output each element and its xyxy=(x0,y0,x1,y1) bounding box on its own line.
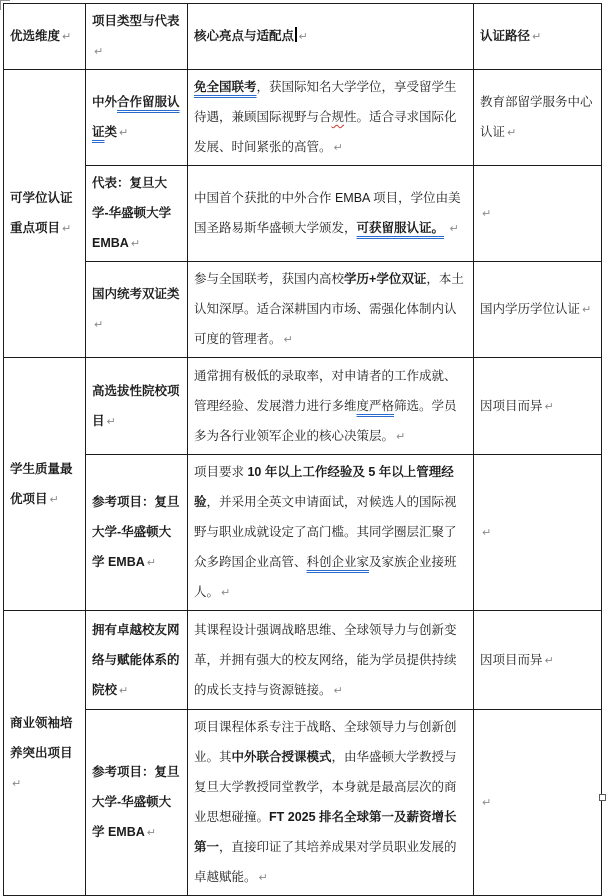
paragraph-mark-icon: ↵ xyxy=(544,654,554,667)
text-run: ，并采用全英文申请面试，对候选人的国际视野与职业成就设定了高门槛。其同学圈层汇聚了众多跨国企业高管、 xyxy=(194,495,457,569)
cell-cert-domestic[interactable] xyxy=(474,262,602,358)
text-run: 优选维度 xyxy=(10,29,61,43)
text-run: 项目要求 xyxy=(194,465,248,479)
text-run: FT 2025 排名全球第一及薪资增长第一 xyxy=(194,810,457,854)
paragraph-mark-icon: ↵ xyxy=(507,127,517,139)
table-row xyxy=(4,611,602,710)
table-row xyxy=(4,455,602,611)
paragraph-mark-icon: ↵ xyxy=(146,557,156,569)
table-row xyxy=(4,166,602,262)
header-cell-type[interactable] xyxy=(86,4,188,70)
paragraph-mark-icon: ↵ xyxy=(62,223,72,235)
text-run: 通常拥有极低的录取率，对申请者的工作成就、管理经验、发展潜力进行多维 xyxy=(194,368,457,413)
text-run: 参与全国联考，获国内高校 xyxy=(194,272,345,286)
text-run: 其课程设计强调战略思维、全球领导力与创新变革，并拥有强大的校友网络，能为学员提供持续的成长支持与资源链接。 xyxy=(194,622,457,697)
cell-cert-empty-1[interactable] xyxy=(474,166,602,262)
paragraph-mark-icon: ↵ xyxy=(482,797,492,809)
paragraph-mark-icon: ↵ xyxy=(582,304,592,316)
text-run xyxy=(444,221,447,235)
cell-type-domestic-exam[interactable] xyxy=(86,262,188,358)
cell-highlight-experience-bar[interactable] xyxy=(188,455,474,611)
paragraph-mark-icon: ↵ xyxy=(146,827,156,839)
cell-cert-moe-service-center[interactable] xyxy=(474,70,602,166)
paragraph-mark-icon: ↵ xyxy=(106,415,116,428)
paragraph-mark-icon: ↵ xyxy=(532,31,542,43)
text-run: 代表：复旦大学-华盛顿大学 EMBA xyxy=(92,176,172,250)
text-run: 商业领袖培养突出项目 xyxy=(10,715,73,760)
text-run: 科创企业家 xyxy=(306,555,370,569)
paragraph-mark-icon: ↵ xyxy=(62,31,72,43)
text-run: ，直接印证了其培养成果对学员职业发展的卓越赋能。 xyxy=(194,840,457,884)
cell-highlight-domestic-exam[interactable] xyxy=(188,262,474,358)
text-run: 类 xyxy=(104,125,118,139)
text-run: 项目类型与代表 xyxy=(92,14,180,28)
paragraph-mark-icon: ↵ xyxy=(119,127,129,139)
text-run: 性。适合寻求国际化发展、时间紧张的高管。 xyxy=(194,110,457,154)
text-run: 10 年以上工作经验及 5 年以上管理经验 xyxy=(194,465,454,509)
cell-cert-empty-3[interactable] xyxy=(474,710,602,896)
paragraph-mark-icon: ↵ xyxy=(283,334,293,346)
table-row xyxy=(4,70,602,166)
text-run: 中国首个获批的中外合作 EMBA 项目，学位由美国圣路易斯华盛顿大学颁发， xyxy=(194,191,461,235)
word-table-body xyxy=(4,4,602,896)
cell-type-sino-foreign[interactable] xyxy=(86,70,188,166)
cell-highlight-curriculum[interactable] xyxy=(188,710,474,896)
text-run: 筛选。学员多为各行业领军企业的核心决策层。 xyxy=(194,398,457,443)
paragraph-mark-icon: ↵ xyxy=(94,319,104,331)
header-cell-highlights[interactable] xyxy=(188,4,474,70)
paragraph-mark-icon: ↵ xyxy=(221,587,231,599)
text-run: 参考项目：复旦大学-华盛顿大学 EMBA xyxy=(92,495,180,569)
cell-dimension-degree-cert[interactable] xyxy=(4,70,86,358)
table-row xyxy=(4,358,602,455)
text-run: 度严格 xyxy=(356,398,395,413)
text-run: 高选拔性院校项目 xyxy=(92,383,180,428)
table-header-row xyxy=(4,4,602,70)
cell-highlight-sino-foreign[interactable] xyxy=(188,70,474,166)
text-run: 教育部留学服务中心认证 xyxy=(480,95,593,139)
text-run: 学历+学位双证 xyxy=(344,272,427,286)
cell-dimension-business-leader[interactable] xyxy=(4,611,86,896)
cell-type-fudan-wustl-ref-1[interactable] xyxy=(86,455,188,611)
cell-type-alumni-network[interactable] xyxy=(86,611,188,710)
cell-dimension-student-quality[interactable] xyxy=(4,358,86,611)
cell-highlight-alumni-network[interactable] xyxy=(188,611,474,710)
text-run: 中外联合授课模式 xyxy=(231,750,332,764)
text-run: 认证路径 xyxy=(480,29,531,43)
paragraph-mark-icon: ↵ xyxy=(333,142,343,154)
paragraph-mark-icon: ↵ xyxy=(482,527,492,539)
cell-cert-varies-2[interactable] xyxy=(474,611,602,710)
text-run: 项目课程体系专注于战略、全球领导力与创新创业。其 xyxy=(194,720,457,764)
text-run: ，获国际知名大学学位，享受留学生待遇，兼顾国际视野与合 xyxy=(194,80,457,124)
paragraph-mark-icon: ↵ xyxy=(544,400,554,413)
cell-type-fudan-wustl-rep[interactable] xyxy=(86,166,188,262)
text-run: 拥有卓越校友网络与赋能体系的院校 xyxy=(92,622,180,697)
paragraph-mark-icon: ↵ xyxy=(449,223,459,235)
text-run: 及家族企业接班人。 xyxy=(194,555,457,599)
paragraph-mark-icon: ↵ xyxy=(482,208,492,220)
text-cursor xyxy=(295,27,297,42)
paragraph-mark-icon: ↵ xyxy=(333,684,343,697)
text-run: 合作留服认证 xyxy=(92,95,180,139)
cell-type-fudan-wustl-ref-2[interactable] xyxy=(86,710,188,896)
text-run: 国内学历学位认证 xyxy=(480,302,581,316)
paragraph-mark-icon: ↵ xyxy=(12,777,22,790)
paragraph-mark-icon: ↵ xyxy=(298,31,308,43)
paragraph-mark-icon: ↵ xyxy=(258,872,268,884)
text-run: 因项目而异 xyxy=(480,652,543,667)
cell-highlight-selective[interactable] xyxy=(188,358,474,455)
text-run: 中外 xyxy=(92,95,118,109)
cell-highlight-fudan-wustl[interactable] xyxy=(188,166,474,262)
text-run: 参考项目：复旦大学-华盛顿大学 EMBA xyxy=(92,765,180,839)
text-run: 可获留服认证。 xyxy=(356,221,445,235)
table-row xyxy=(4,262,602,358)
paragraph-mark-icon: ↵ xyxy=(130,238,141,250)
text-run: 国内统考双证类 xyxy=(92,287,180,301)
paragraph-mark-icon: ↵ xyxy=(49,493,59,506)
text-run: 因项目而异 xyxy=(480,398,543,413)
text-run: 核心亮点与适配点 xyxy=(194,29,295,43)
cell-cert-varies-1[interactable] xyxy=(474,358,602,455)
table-resize-handle[interactable] xyxy=(599,794,606,801)
text-run: 可学位认证重点项目 xyxy=(10,191,73,235)
text-run: 免全国联考 xyxy=(194,80,257,94)
paragraph-mark-icon: ↵ xyxy=(94,46,104,58)
word-table xyxy=(3,3,602,896)
text-run: ，本土认知深厚。适合深耕国内市场、需强化体制内认可度的管理者。 xyxy=(194,272,464,346)
paragraph-mark-icon: ↵ xyxy=(396,430,406,443)
paragraph-mark-icon: ↵ xyxy=(119,684,129,697)
header-cell-dimension[interactable] xyxy=(4,4,86,70)
header-cell-cert-path[interactable] xyxy=(474,4,602,70)
text-run: 规 xyxy=(331,110,345,124)
text-run: ，由华盛顿大学教授与复旦大学教授同堂教学，本身就是最高层次的商业思想碰撞。 xyxy=(194,750,457,824)
text-run: 学生质量最优项目 xyxy=(10,461,73,506)
table-row xyxy=(4,710,602,896)
cell-type-selective-schools[interactable] xyxy=(86,358,188,455)
cell-cert-empty-2[interactable] xyxy=(474,455,602,611)
